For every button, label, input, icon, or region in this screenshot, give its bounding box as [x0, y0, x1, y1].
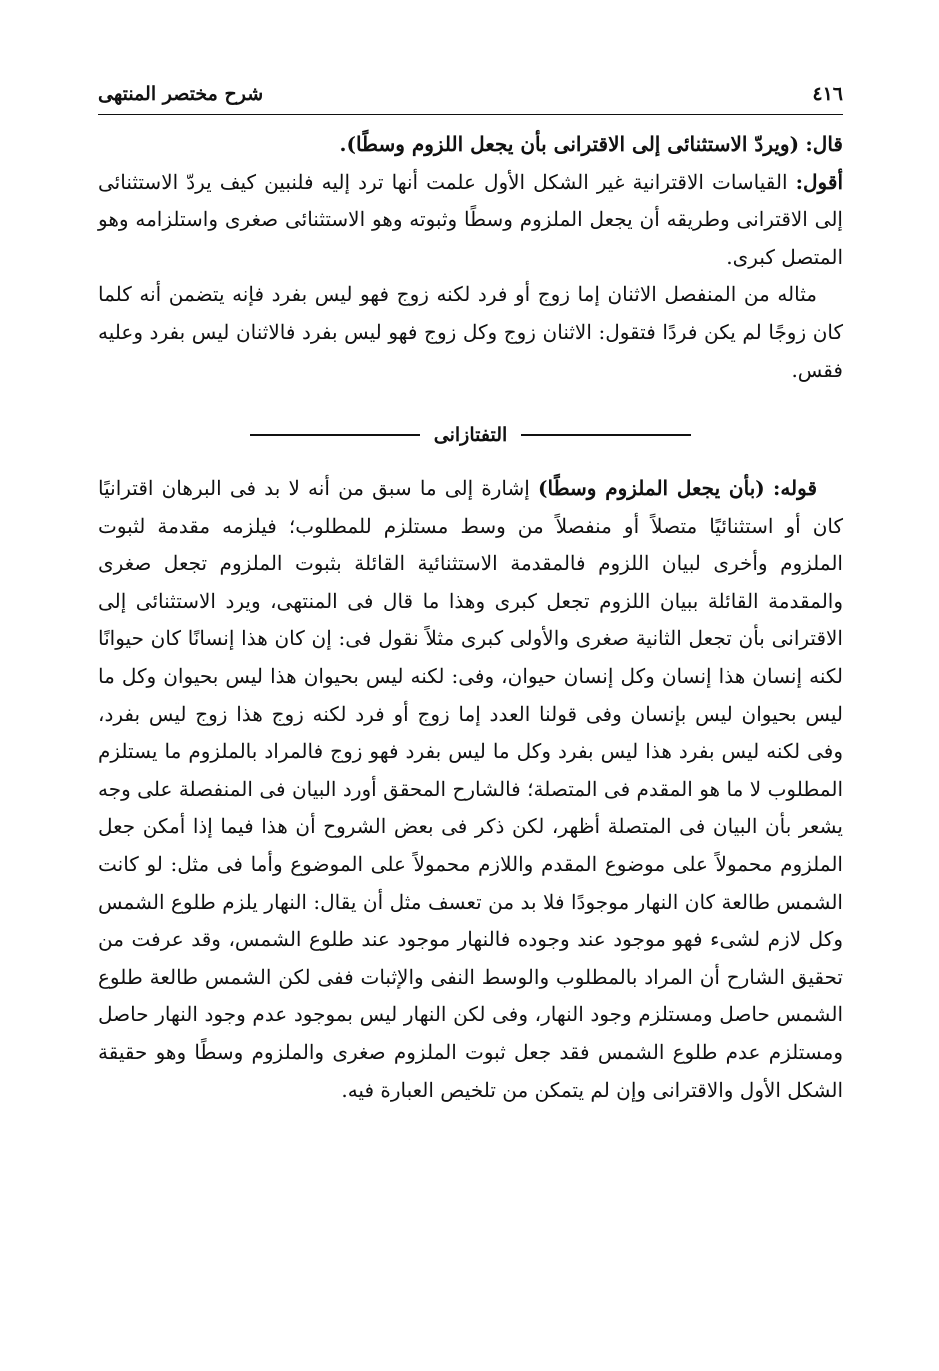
sharh-section: [98, 470, 843, 1109]
qawluhu-lead: قوله:: [772, 476, 818, 500]
page-number: ٤١٦: [812, 83, 843, 105]
divider-label: التفتازانى: [433, 424, 508, 446]
divider-line-right: [521, 434, 691, 436]
book-page: [98, 70, 843, 1310]
aqulu-text: القياسات الاقترانية غير الشكل الأول علمت أنها ترد إليه فلنبين كيف يردّ الاستثنائى إلى الاقترانى وطريقه أن يجعل الملزوم وسطًا وثبوته وهو الاستثنائى صغرى واستلزامه وهو المتصل كبرى.: [98, 169, 843, 269]
qawluhu-paragraph: [98, 470, 843, 1109]
qala-lead: قال:: [805, 132, 843, 156]
book-title: شرح مختصر المنتهى: [98, 83, 264, 105]
header-rule: [98, 114, 843, 115]
qala-paragraph: [98, 126, 843, 164]
matn-section: [98, 126, 843, 389]
running-head: [98, 80, 843, 108]
aqulu-paragraph: [98, 164, 843, 277]
qala-quote: (ويردّ الاستثنائى إلى الاقترانى بأن يجعل اللزوم وسطًا).: [339, 132, 800, 156]
mithal-paragraph: مثاله من المنفصل الاثنان إما زوج أو فرد لكنه زوج فهو ليس بفرد فإنه يتضمن أنه كلما كان زوجًا لم يكن فردًا فتقول: الاثنان زوج وكل زوج فهو ليس بفرد فالاثنان ليس بفرد وعليه فقس.: [98, 282, 843, 382]
divider-line-left: [250, 434, 420, 436]
commentary-divider: [98, 420, 843, 450]
qawluhu-quote: (بأن يجعل الملزوم وسطًا): [538, 476, 765, 500]
qawluhu-text: إشارة إلى ما سبق من أنه لا بد فى البرهان اقترانيًا كان أو استثنائيًا متصلاً أو منفصلاً من وسط مستلزم للمطلوب؛ فيلزمه مقدمة لثبوت الملزوم وأخرى لبيان اللزوم فالمقدمة الاستثنائية القائلة بثبوت الملزوم تجعل صغرى والمقدمة القائلة ببيان اللزوم تجعل كبرى وهذا ما قال فى المنتهى، ويرد الاستثنائى إلى الاقترانى بأن تجعل الثانية صغرى والأولى كبرى مثلاً نقول فى: إن كان هذا إنسانًا كان حيوانًا لكنه إنسان هذا إنسان وكل إنسان حيوان، وفى: لكنه ليس بحيوان هذا ليس بحيوان وكل ما ليس بحيوان ليس بإنسان وفى قولنا العدد إما زوج أو فرد لكنه زوج هذا زوج ليس بفرد، وفى لكنه ليس بفرد هذا ليس بفرد وكل ما ليس بفرد فهو زوج فالمراد بالملزوم ما يستلزم المطلوب لا ما هو المقدم فى المتصلة؛ فالشارح المحقق أورد البيان فى المنفصلة على وجه يشعر بأن البيان فى المتصلة أظهر، لكن ذكر فى بعض الشروح أن هذا فيما إذا أمكن جعل الملزوم محمولاً على موضوع المقدم واللازم محمولاً على الموضوع وأما فى مثل: لو كانت الشمس طالعة كان النهار موجودًا فلا بد من تعسف مثل أن يقال: النهار يلزم طلوع الشمس وكل لازم لشىء فهو موجود عند وجوده فالنهار موجود عند طلوع الشمس، وقد عرفت من تحقيق الشارح أن المراد بالمطلوب والوسط النفى والإثبات ففى لكن الشمس طالعة طلوع الشمس حاصل ومستلزم وجود النهار، وفى لكن النهار ليس بموجود عدم وجود النهار حاصل ومستلزم عدم طلوع الشمس فقد جعل ثبوت الملزوم صغرى والملزوم وسطًا وهو حقيقة الشكل الأول والاقترانى وإن لم يتمكن من تلخيص العبارة فيه.: [98, 476, 843, 1102]
aqulu-lead: أقول:: [795, 169, 844, 194]
